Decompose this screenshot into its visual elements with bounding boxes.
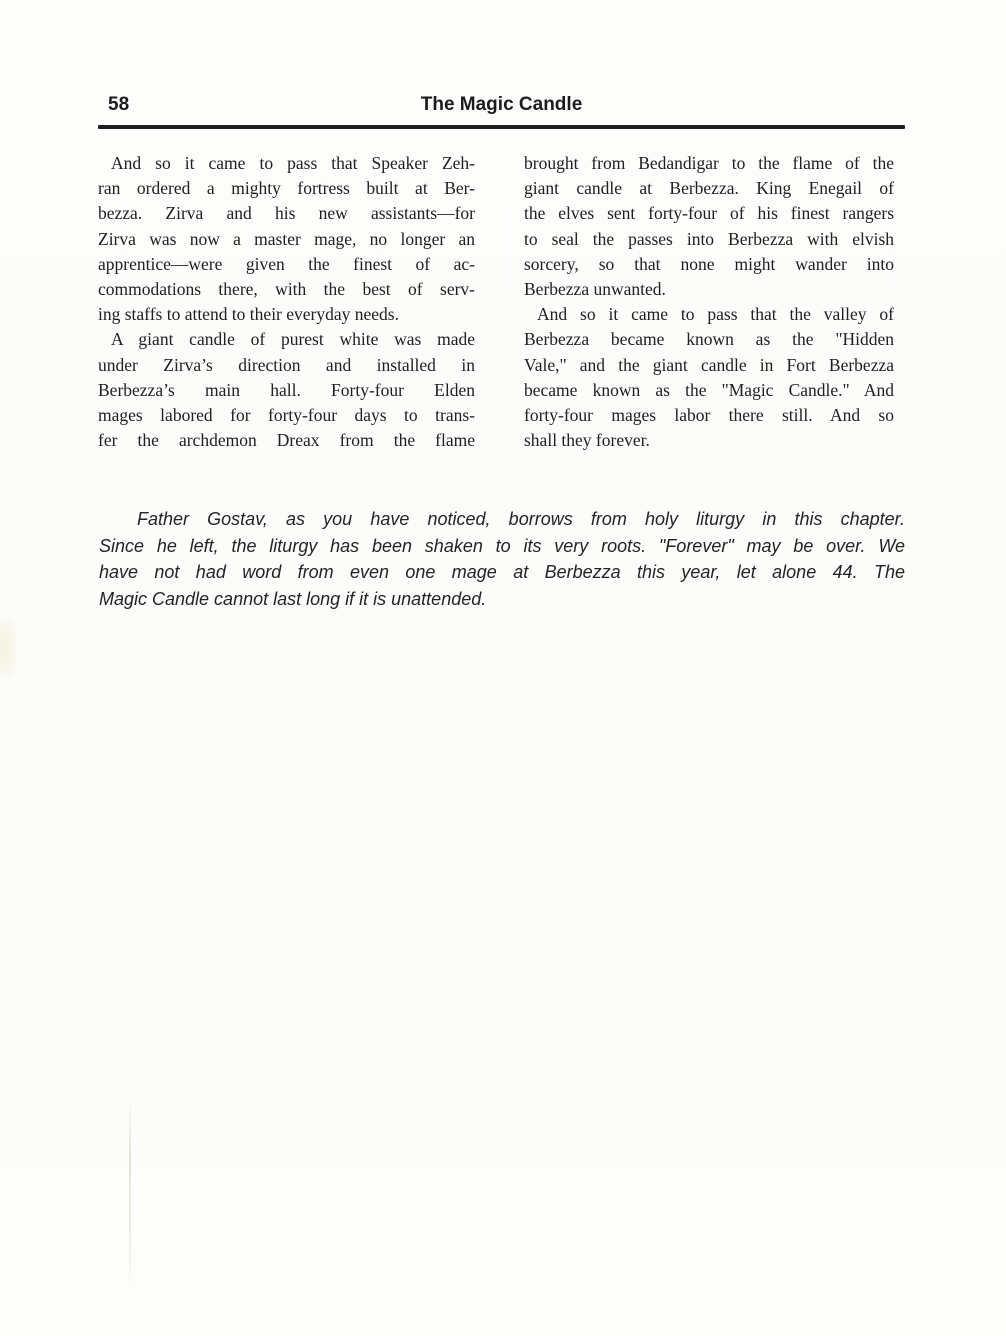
text-line: shall they forever. xyxy=(524,430,650,451)
text-line: fer the archdemon Dreax from the flame xyxy=(98,430,475,451)
text-line: A giant candle of purest white was made xyxy=(111,329,475,350)
note-line: Since he left, the liturgy has been shaken to its very roots. "Forever" may be over. We xyxy=(99,535,905,556)
text-line: And so it came to pass that the valley of xyxy=(537,304,894,325)
paragraph xyxy=(524,151,894,302)
text-line: sorcery, so that none might wander into xyxy=(524,253,894,274)
text-line: to seal the passes into Berbezza with elvish xyxy=(524,228,894,249)
text-line: giant candle at Berbezza. King Enegail of xyxy=(524,178,894,199)
text-line: bezza. Zirva and his new assistants—for xyxy=(98,203,475,224)
scan-smudge-artifact xyxy=(0,618,16,678)
note-line: Father Gostav, as you have noticed, borrows from holy liturgy in this chapter. xyxy=(137,509,905,529)
text-line: Berbezza’s main hall. Forty-four Elden xyxy=(98,379,475,400)
text-line: ing staffs to attend to their everyday needs. xyxy=(98,304,399,325)
page-title: The Magic Candle xyxy=(420,94,583,115)
text-line: apprentice—were given the finest of ac- xyxy=(98,253,475,274)
commentary-note xyxy=(99,506,905,612)
text-line: commodations there, with the best of serv- xyxy=(98,279,475,300)
text-line: And so it came to pass that Speaker Zeh- xyxy=(111,153,475,173)
text-line: mages labored for forty-four days to trans- xyxy=(98,405,475,426)
note-line: have not had word from even one mage at Berbezza this year, let alone 44. The xyxy=(99,562,905,583)
scan-crease-artifact xyxy=(129,1095,131,1290)
text-line: ran ordered a mighty fortress built at Ber- xyxy=(98,178,475,199)
text-line: Berbezza became known as the "Hidden xyxy=(524,329,894,350)
column-right xyxy=(524,151,894,453)
page-number: 58 xyxy=(108,94,130,115)
note-line: Magic Candle cannot last long if it is unattended. xyxy=(99,588,487,609)
paragraph xyxy=(524,302,894,453)
text-line: Berbezza unwanted. xyxy=(524,279,666,300)
text-line: brought from Bedandigar to the flame of the xyxy=(524,153,894,173)
paragraph xyxy=(98,151,475,327)
page-header xyxy=(98,94,905,120)
header-rule xyxy=(98,125,905,129)
text-line: Vale," and the giant candle in Fort Berbezza xyxy=(524,354,894,375)
text-line: under Zirva’s direction and installed in xyxy=(98,354,475,375)
text-line: Zirva was now a master mage, no longer an xyxy=(98,228,475,249)
text-line: forty-four mages labor there still. And so xyxy=(524,405,894,426)
text-line: the elves sent forty-four of his finest rangers xyxy=(524,203,894,224)
column-left xyxy=(98,151,475,453)
paragraph xyxy=(98,327,475,453)
text-line: became known as the "Magic Candle." And xyxy=(524,379,894,400)
